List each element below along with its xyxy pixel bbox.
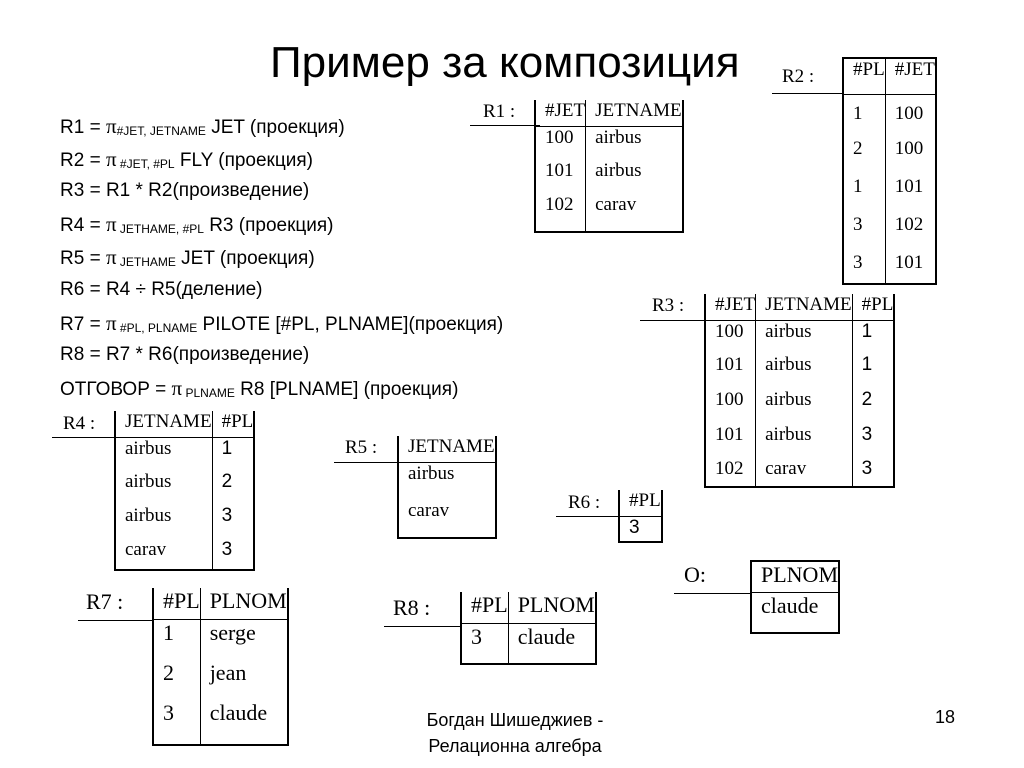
formula-r4: R4 = π $_{JETHAME, \#PL}$ R3 (проекция) xyxy=(60,212,334,236)
column-header: #PL xyxy=(619,490,662,516)
relation-table xyxy=(750,560,840,634)
relation-table xyxy=(397,436,497,539)
column-header: #JET xyxy=(885,58,936,94)
column-header: JETNAME xyxy=(398,436,496,462)
formula-r8: R8 = R7 * R6(произведение) xyxy=(60,344,310,365)
relation-table xyxy=(114,411,255,571)
slide-title: Пример за композиция xyxy=(270,38,740,87)
relation-table xyxy=(460,592,597,665)
column-header: JETNAME xyxy=(115,411,212,437)
column-header: PLNOM xyxy=(751,561,839,592)
table-row: 3 claude xyxy=(461,623,596,664)
label-underline xyxy=(556,516,620,517)
formula-r5: R5 = π $_{JETHAME}$ JET (проекция) xyxy=(60,245,315,269)
relation-table xyxy=(618,490,663,543)
footer-author xyxy=(380,707,650,759)
table-row: 3 claude xyxy=(153,700,288,745)
pi-symbol: π xyxy=(105,245,117,269)
label-underline xyxy=(52,437,116,438)
table-row: 101 airbus xyxy=(535,160,683,194)
pi-symbol: π xyxy=(171,376,183,400)
relation-label: R7 : xyxy=(86,589,124,614)
label-underline xyxy=(334,462,399,463)
table-row: 3 101 xyxy=(843,246,936,284)
formula-r6: R6 = R4 ÷ R5(деление) xyxy=(60,279,263,300)
table-row: 100 airbus 2 xyxy=(705,389,894,424)
table-row: airbus 1 xyxy=(115,437,254,471)
formula-r2: R2 = π $_{\#JET, \#PL}$ FLY (проекция) xyxy=(60,147,313,171)
table-row: 1 100 xyxy=(843,94,936,132)
relation-table xyxy=(704,294,895,488)
page-number: 18 xyxy=(935,707,956,727)
table-row: 3 xyxy=(629,516,640,538)
column-header: #PL xyxy=(153,588,200,619)
column-header: #PL xyxy=(852,294,894,320)
relation-label: R1 : xyxy=(483,101,516,122)
formula-r3: R3 = R1 * R2(произведение) xyxy=(60,180,310,201)
table-row: carav xyxy=(408,500,450,521)
column-header: #PL xyxy=(212,411,254,437)
relation-label: R5 : xyxy=(345,437,378,458)
column-header: PLNOM xyxy=(508,592,596,623)
relation-label: R4 : xyxy=(63,413,96,434)
table-row: carav 3 xyxy=(115,539,254,570)
column-header: PLNOM xyxy=(200,588,288,619)
relation-label: R2 : xyxy=(782,66,815,87)
table-row: 100 airbus 1 xyxy=(705,320,894,354)
table-row: 100 airbus xyxy=(535,126,683,160)
formula-answer: ОТГОВОР = π $_{PLNAME}$ R8 [PLNAME] (проекция) xyxy=(60,376,459,400)
label-underline xyxy=(772,93,844,94)
table-row: 2 100 xyxy=(843,132,936,170)
footer-line-1: Богдан Шишеджиев - xyxy=(426,710,604,730)
relation-label: R3 : xyxy=(652,295,685,316)
pi-symbol: π xyxy=(105,311,117,335)
table-row: 3 102 xyxy=(843,208,936,246)
relation-table xyxy=(152,588,289,746)
table-row: 102 carav xyxy=(535,194,683,232)
formula-r7: R7 = π $_{\#PL, PLNAME}$ PILOTE [#PL, PLNAME](проекция) xyxy=(60,311,504,335)
label-underline xyxy=(674,593,752,594)
table-row: airbus 2 xyxy=(115,471,254,505)
column-header: JETNAME xyxy=(756,294,853,320)
column-header: #JET xyxy=(705,294,756,320)
pi-symbol: π xyxy=(105,212,117,236)
table-row: airbus 3 xyxy=(115,505,254,539)
table-row: 1 101 xyxy=(843,170,936,208)
pi-symbol: π xyxy=(105,147,117,171)
relation-table xyxy=(534,100,684,233)
table-row: 101 airbus 1 xyxy=(705,354,894,389)
column-header: #JET xyxy=(535,100,586,126)
table-row: 1 serge xyxy=(153,619,288,660)
pi-symbol: π xyxy=(105,114,117,138)
label-underline xyxy=(640,320,706,321)
table-row: claude xyxy=(761,592,819,618)
relation-label: O: xyxy=(684,562,706,587)
column-header: #PL xyxy=(461,592,508,623)
table-row: airbus xyxy=(408,462,455,484)
relation-table xyxy=(842,57,937,285)
table-row: 101 airbus 3 xyxy=(705,424,894,458)
table-row: 102 carav 3 xyxy=(705,458,894,487)
formula-r1: $R1 = \pi_{\#JET, JETNAME}$ JET (проекция) xyxy=(60,114,345,138)
label-underline xyxy=(384,626,462,627)
column-header: #PL xyxy=(843,58,885,94)
label-underline xyxy=(470,125,540,126)
table-row: 2 jean xyxy=(153,660,288,700)
relation-label: R6 : xyxy=(568,492,601,513)
label-underline xyxy=(78,620,154,621)
column-header: JETNAME xyxy=(586,100,683,126)
relation-label: R8 : xyxy=(393,595,431,620)
footer-line-2: Релационна алгебра xyxy=(428,736,602,756)
